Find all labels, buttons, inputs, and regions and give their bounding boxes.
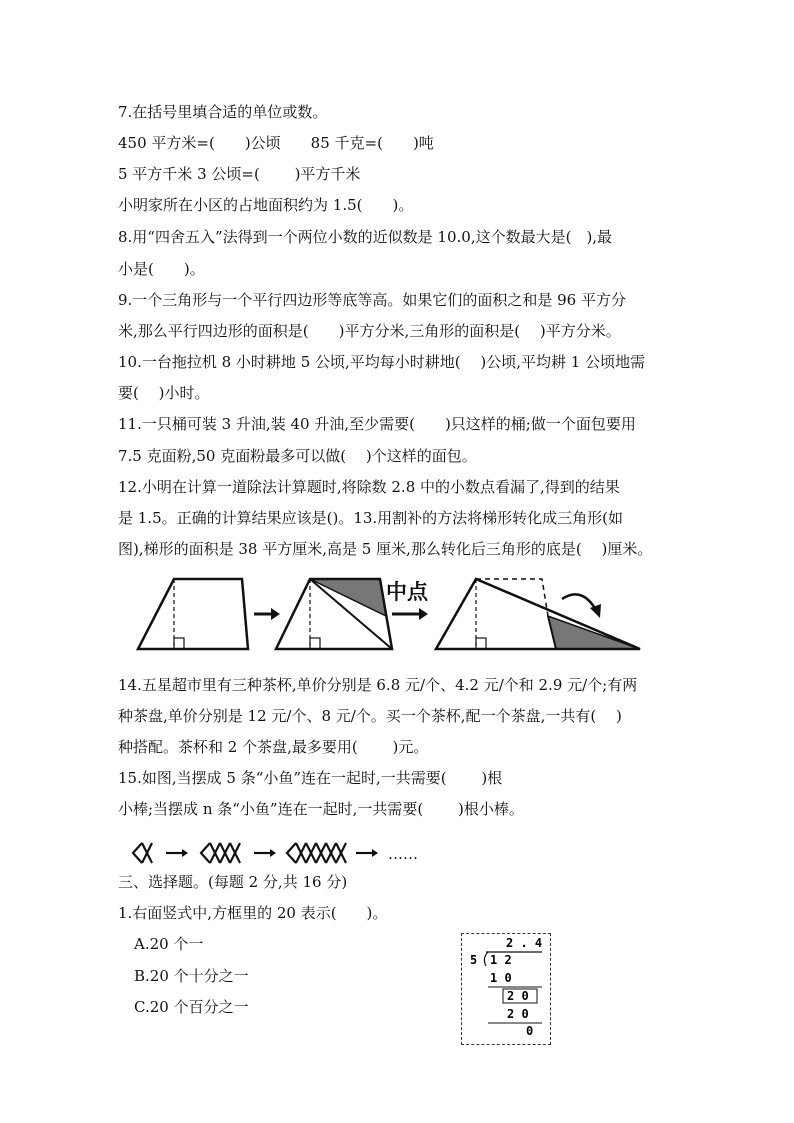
q15-line1: 15.如图,当摆成 5 条“小鱼”连在一起时,一共需要( )根 xyxy=(118,769,503,787)
q14-line3: 种搭配。茶杯和 2 个茶盘,最多要用( )元。 xyxy=(118,738,429,756)
q14-line1: 14.五星超市里有三种茶杯,单价分别是 6.8 元/个、4.2 元/个和 2.9 元/个;有两 xyxy=(118,676,638,694)
choice1-option-c: C.20 个百分之一 xyxy=(134,998,249,1016)
q8-line1: 8.用“四舍五入”法得到一个两位小数的近似数是 10.0,这个数最大是( ),最 xyxy=(118,228,613,246)
subtract-row-1: 1 0 xyxy=(490,971,512,985)
trapezoid-figure xyxy=(130,572,650,654)
q7-title: 7.在括号里填合适的单位或数。 xyxy=(118,103,328,121)
boxed-twenty: 2 0 xyxy=(507,989,529,1003)
fish-ellipsis: …… xyxy=(388,845,418,863)
fish-figure xyxy=(130,840,390,868)
q12-line3: 图),梯形的面积是 38 平方厘米,高是 5 厘米,那么转化后三角形的底是( )厘米。 xyxy=(118,540,653,558)
q9-line1: 9.一个三角形与一个平行四边形等底等高。如果它们的面积之和是 96 平方分 xyxy=(118,291,626,309)
section3-title: 三、选择题。(每题 2 分,共 16 分) xyxy=(118,873,348,891)
remainder: 0 xyxy=(526,1024,534,1038)
quotient: 2 . 4 xyxy=(506,936,543,950)
q7-line3: 小明家所在小区的占地面积约为 1.5( )。 xyxy=(118,196,414,214)
long-division-box xyxy=(461,933,551,1045)
trapezoid-1 xyxy=(138,579,248,649)
arrow-right-icon xyxy=(392,608,428,620)
trapezoid-2 xyxy=(276,579,392,649)
q12-line1: 12.小明在计算一道除法计算题时,将除数 2.8 中的小数点看漏了,得到的结果 xyxy=(118,478,620,496)
q11-line2: 7.5 克面粉,50 克面粉最多可以做( )个这样的面包。 xyxy=(118,447,477,465)
q11-line1: 11.一只桶可装 3 升油,装 40 升油,至少需要( )只这样的桶;做一个面包要用 xyxy=(118,415,636,433)
choice1-question: 1.右面竖式中,方框里的 20 表示( )。 xyxy=(118,904,388,922)
divisor: 5 xyxy=(470,953,478,967)
q10-line1: 10.一台拖拉机 8 小时耕地 5 公顷,平均每小时耕地( )公顷,平均耕 1 公顷地需 xyxy=(118,353,646,371)
choice1-option-b: B.20 个十分之一 xyxy=(134,967,249,985)
q7-line2: 5 平方千米 3 公顷=( )平方千米 xyxy=(118,165,361,183)
choice1-option-a: A.20 个一 xyxy=(134,935,204,953)
q8-line2: 小是( )。 xyxy=(118,260,205,278)
q9-line2: 米,那么平行四边形的面积是( )平方分米,三角形的面积是( )平方分米。 xyxy=(118,322,621,340)
arrow-right-icon xyxy=(254,608,280,620)
q15-line2: 小棒;当摆成 n 条“小鱼”连在一起时,一共需要( )根小棒。 xyxy=(118,800,524,818)
midpoint-label: 中点 xyxy=(386,580,428,604)
subtract-row-2: 2 0 xyxy=(507,1007,529,1021)
q7-line1: 450 平方米=( )公顷 85 千克=( )吨 xyxy=(118,134,434,152)
dividend: 1 2 xyxy=(490,953,512,967)
q10-line2: 要( )小时。 xyxy=(118,384,210,402)
triangle-3 xyxy=(436,579,640,649)
q14-line2: 种茶盘,单价分别是 12 元/个、8 元/个。买一个茶杯,配一个茶盘,一共有( ) xyxy=(118,707,622,725)
q12-line2: 是 1.5。正确的计算结果应该是()。13.用割补的方法将梯形转化成三角形(如 xyxy=(118,509,624,527)
